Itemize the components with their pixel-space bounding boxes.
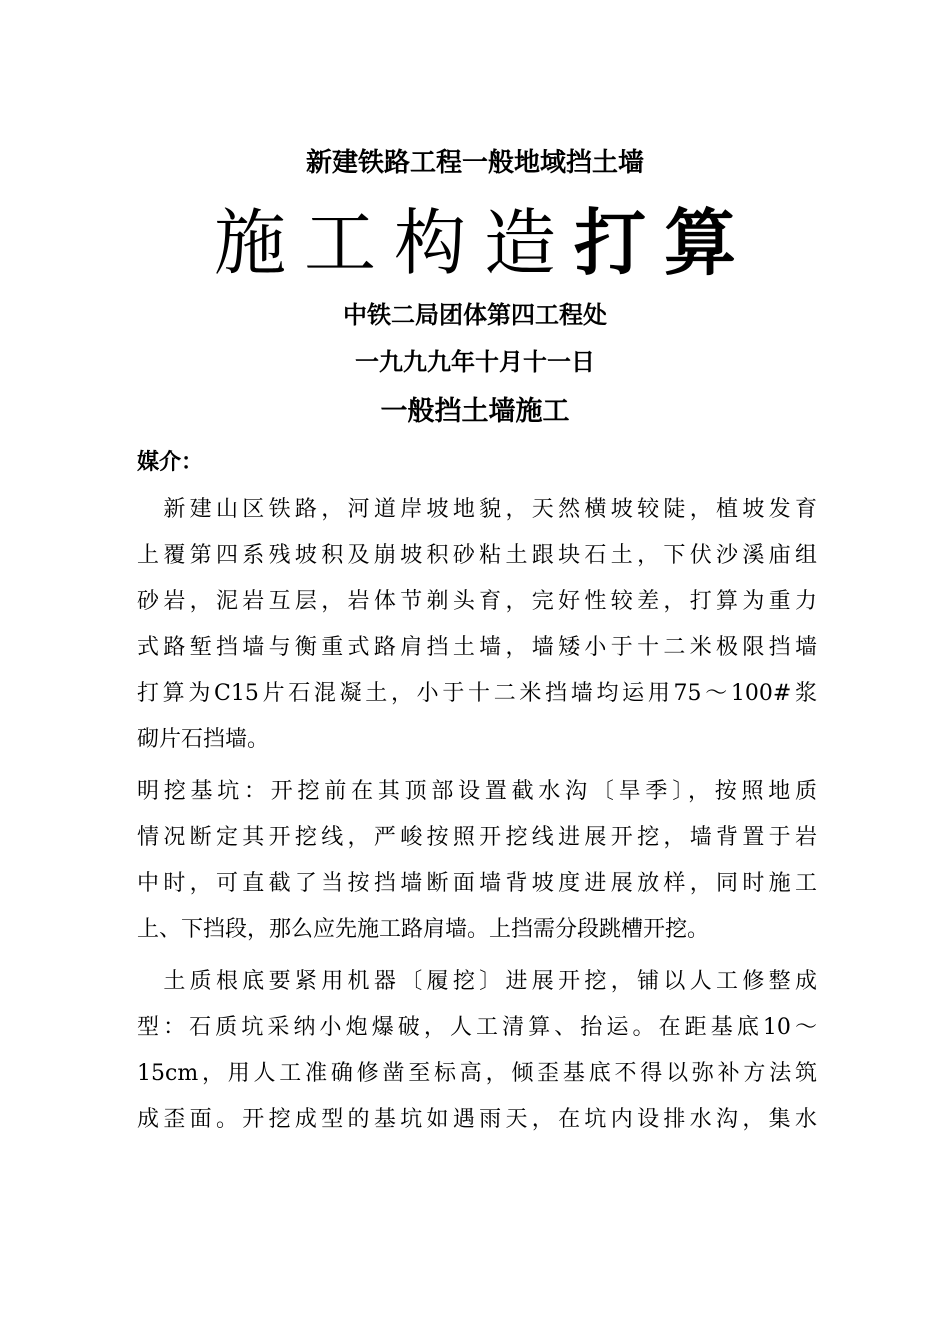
document-date: 一九九九年十月十一日 xyxy=(355,348,595,376)
document-title-line1: 新建铁路工程一般地域挡土墙 xyxy=(305,148,644,178)
body-line: 土质根底要紧用机器〔履挖〕进展开挖，铺以人工修整成 xyxy=(137,969,817,994)
document-title-main-light: 施工构造 xyxy=(213,201,574,285)
body-line: 成歪面。开挖成型的基坑如遇雨天，在坑内设排水沟，集水 xyxy=(137,1107,817,1132)
body-line: 打算为C15片石混凝土，小于十二米挡墙均运用75～100#浆 xyxy=(137,681,817,706)
body-line: 中时，可直截了当按挡墙断面墙背坡度进展放样，同时施工 xyxy=(137,871,817,896)
section-title: 一般挡土墙施工 xyxy=(380,396,570,427)
document-title-main-heavy: 打算 xyxy=(574,201,755,285)
body-line: 砌片石挡墙。 xyxy=(137,727,270,752)
body-line: 明挖基坑：开挖前在其顶部设置截水沟〔旱季〕，按照地质 xyxy=(137,779,817,804)
body-line: 上覆第四系残坡积及崩坡积砂粘土跟块石土，下伏沙溪庙组 xyxy=(137,543,817,568)
body-line: 新建山区铁路，河道岸坡地貌，天然横坡较陡，植坡发育 xyxy=(137,497,817,522)
document-title-main xyxy=(0,198,950,288)
company-name: 中铁二局团体第四工程处 xyxy=(343,301,607,329)
body-line: 型：石质坑采纳小炮爆破，人工清算、抬运。在距基底10～ xyxy=(137,1015,817,1040)
body-line: 式路堑挡墙与衡重式路肩挡土墙，墙矮小于十二米极限挡墙 xyxy=(137,635,817,660)
body-line: 15cm，用人工准确修凿至标高，倾歪基底不得以弥补方法筑 xyxy=(137,1061,817,1086)
intro-heading: 媒介： xyxy=(137,450,204,475)
body-line: 情况断定其开挖线，严峻按照开挖线进展开挖，墙背置于岩 xyxy=(137,825,817,850)
body-line: 上、下挡段，那么应先施工路肩墙。上挡需分段跳槽开挖。 xyxy=(137,917,710,942)
body-line: 砂岩，泥岩互层，岩体节剃头育，完好性较差，打算为重力 xyxy=(137,589,817,614)
